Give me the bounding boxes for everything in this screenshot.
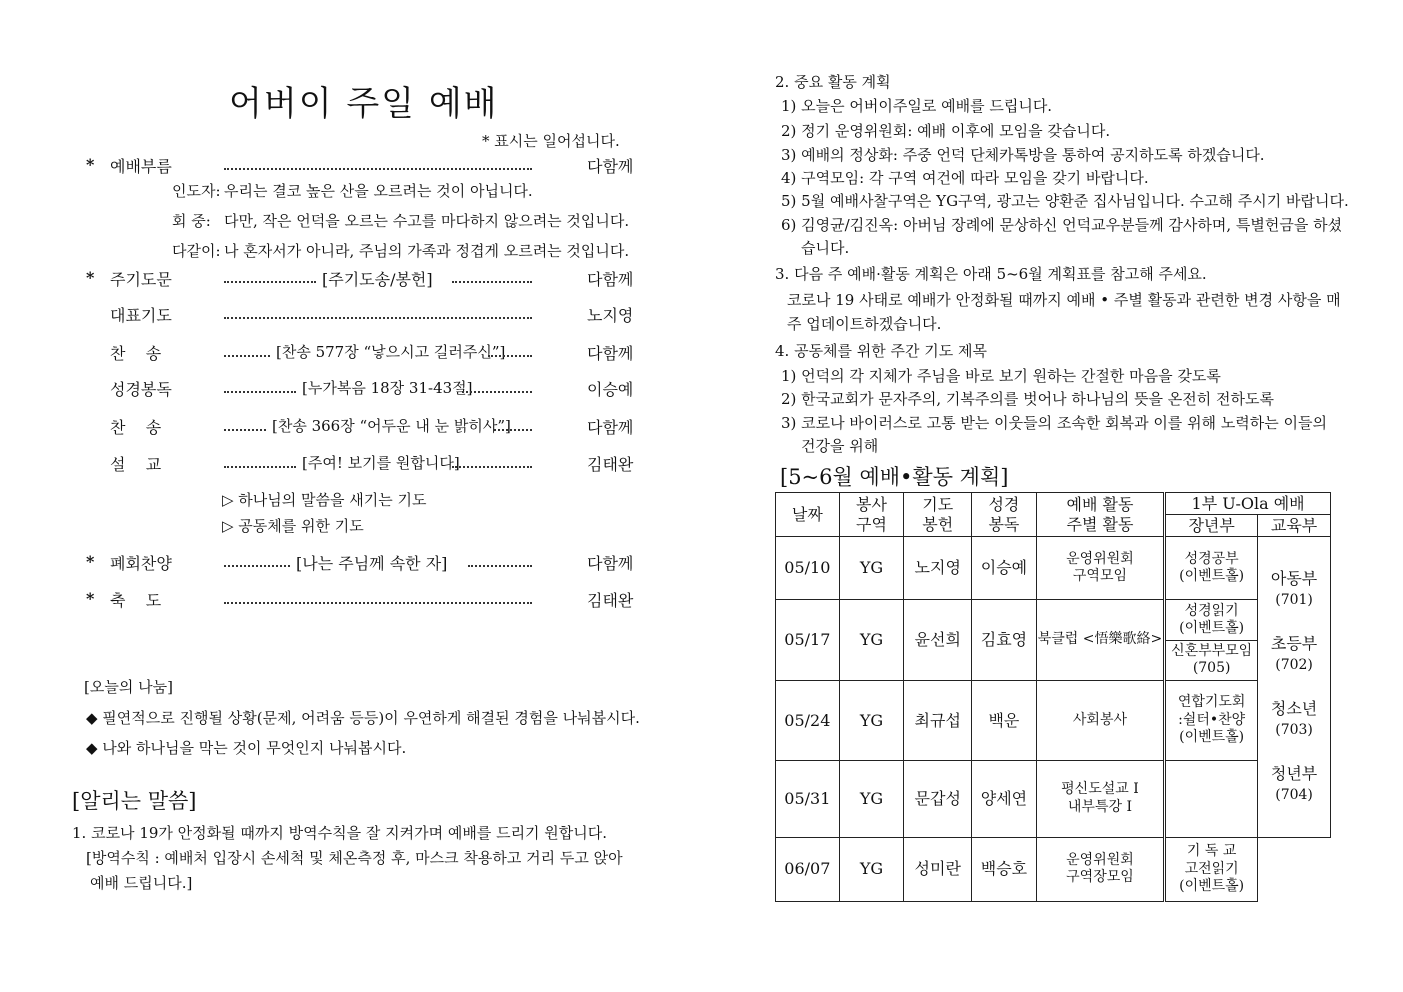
- order-reading-performer: 이승예: [587, 380, 634, 399]
- cell-adult: 기 독 교 고전읽기 (이벤트홀): [1165, 837, 1258, 901]
- order-hymn2-performer: 다함께: [587, 418, 634, 437]
- order-lordprayer-performer: 다함께: [587, 270, 634, 289]
- order-repprayer-label: 대표기도: [110, 306, 172, 325]
- order-hymn2-detail: [찬송 366장 “어두운 내 눈 밝히사”]: [272, 417, 511, 435]
- leader-dots: [462, 391, 532, 393]
- order-sermon-performer: 김태완: [587, 455, 634, 474]
- responsive-text: 나 혼자서가 아니라, 주님의 가족과 정겹게 오르려는 것입니다.: [224, 242, 630, 260]
- header-reading: 성경 봉독: [972, 493, 1037, 537]
- order-lordprayer-detail: [주기도송/봉헌]: [322, 270, 433, 289]
- sec3-line: 주 업데이트하겠습니다.: [787, 315, 942, 333]
- header-ola: 1부 U-Ola 예배: [1165, 493, 1331, 515]
- order-sermon-label: 설 교: [110, 455, 162, 474]
- leader-dots: [224, 355, 270, 357]
- cell-prayer: 노지영: [904, 537, 972, 600]
- leader-dots: [224, 391, 296, 393]
- order-benediction-label: 축 도: [110, 591, 162, 610]
- order-repprayer-performer: 노지영: [587, 306, 634, 325]
- announce-item: 1. 코로나 19가 안정화될 때까지 방역수칙을 잘 지켜가며 예배를 드리기 원합니다.: [72, 824, 608, 842]
- leader-dots: [224, 466, 296, 468]
- sec2-item: 4) 구역모임: 각 구역 여건에 따라 모임을 갖기 바랍니다.: [781, 169, 1149, 187]
- sec2-item: 2) 정기 운영위원회: 예배 이후에 모임을 갖습니다.: [781, 122, 1111, 140]
- sharing-heading: [오늘의 나눔]: [84, 678, 173, 696]
- leader-dots: [224, 317, 532, 319]
- cell-date: 05/24: [776, 680, 840, 760]
- order-closing-label: 폐회찬양: [110, 554, 172, 573]
- order-hymn2-label: 찬 송: [110, 418, 162, 437]
- cell-prayer: 성미란: [904, 837, 972, 901]
- leader-dots: [224, 429, 266, 431]
- order-benediction-performer: 김태완: [587, 591, 634, 610]
- cell-date: 05/31: [776, 761, 840, 837]
- cell-activity: 운영위원회 구역장모임: [1036, 837, 1164, 901]
- page-title: 어버이 주일 예배: [229, 84, 499, 124]
- order-lordprayer-label: 주기도문: [110, 270, 172, 289]
- star-mark: *: [86, 268, 95, 287]
- cell-reading: 양세연: [972, 761, 1037, 837]
- sec2-item: 1) 오늘은 어버이주일로 예배를 드립니다.: [781, 97, 1053, 115]
- sec2-heading: 2. 중요 활동 계획: [775, 73, 891, 91]
- after-sermon-prayer: ▷ 하나님의 말씀을 새기는 기도: [222, 491, 427, 509]
- order-hymn1-label: 찬 송: [110, 344, 162, 363]
- cell-zone: YG: [839, 537, 904, 600]
- cell-zone: YG: [839, 600, 904, 680]
- header-adult: 장년부: [1165, 515, 1258, 537]
- sec4-item: 2) 한국교회가 문자주의, 기복주의를 벗어나 하나님의 뜻을 온전히 전하도록: [781, 390, 1275, 408]
- leader-dots: [224, 281, 316, 283]
- stand-note: * 표시는 일어섭니다.: [482, 132, 620, 150]
- order-closing-detail: [나는 주님께 속한 자]: [296, 554, 448, 573]
- cell-reading: 김효영: [972, 600, 1037, 680]
- cell-prayer: 문갑성: [904, 761, 972, 837]
- cell-reading: 백승호: [972, 837, 1037, 901]
- after-sermon-prayer: ▷ 공동체를 위한 기도: [222, 517, 364, 535]
- cell-adult-2: 신혼부부모임 (705): [1165, 640, 1258, 680]
- cell-zone: YG: [839, 680, 904, 760]
- sec4-heading: 4. 공동체를 위한 주간 기도 제목: [775, 342, 988, 360]
- star-mark: *: [86, 552, 95, 571]
- announce-detail: 예배 드립니다.]: [90, 874, 193, 892]
- responsive-text: 다만, 작은 언덕을 오르는 수고를 마다하지 않으려는 것입니다.: [224, 212, 630, 230]
- cell-adult: 성경공부 (이벤트홀): [1165, 537, 1258, 600]
- sec2-item: 습니다.: [801, 239, 850, 257]
- leader-dots: [224, 565, 290, 567]
- responsive-text: 우리는 결코 높은 산을 오르려는 것이 아닙니다.: [224, 182, 533, 200]
- order-closing-performer: 다함께: [587, 554, 634, 573]
- sharing-item: ◆ 나와 하나님을 막는 것이 무엇인지 나눠봅시다.: [86, 739, 407, 757]
- cell-edu: 아동부 (701) 초등부 (702) 청소년 (703) 청년부 (704): [1258, 537, 1331, 837]
- cell-adult: 연합기도회 :쉴터•찬양 (이벤트홀): [1165, 680, 1258, 760]
- order-reading-label: 성경봉독: [110, 380, 172, 399]
- schedule-table: [775, 492, 1331, 902]
- cell-reading: 백운: [972, 680, 1037, 760]
- responsive-speaker: 인도자:: [172, 182, 221, 200]
- star-mark: *: [86, 589, 95, 608]
- announce-heading: [알리는 말씀]: [72, 789, 197, 813]
- table-row: [776, 761, 1331, 837]
- announce-detail: [방역수칙 : 예배처 입장시 손세척 및 체온측정 후, 마스크 착용하고 거리 두고 앉아: [86, 849, 623, 867]
- cell-activity: 사회봉사: [1036, 680, 1164, 760]
- table-row: [776, 680, 1331, 760]
- cell-date: 05/10: [776, 537, 840, 600]
- leader-dots: [224, 168, 532, 170]
- leader-dots: [452, 281, 532, 283]
- cell-prayer: 최규섭: [904, 680, 972, 760]
- cell-activity: 평신도설교 I 내부특강 I: [1036, 761, 1164, 837]
- header-date: 날짜: [776, 493, 840, 537]
- order-call-label: 예배부름: [110, 157, 172, 176]
- cell-adult: 성경읽기 (이벤트홀): [1165, 600, 1258, 640]
- sec4-item: 건강을 위해: [801, 437, 879, 455]
- order-hymn1-detail: [찬송 577장 “낳으시고 길러주신”]: [276, 343, 506, 361]
- cell-date: 06/07: [776, 837, 840, 901]
- header-edu: 교육부: [1258, 515, 1331, 537]
- sec4-item: 3) 코로나 바이러스로 고통 받는 이웃들의 조속한 회복과 이를 위해 노력하는 이들의: [781, 414, 1328, 432]
- table-row: [776, 837, 1331, 901]
- cell-activity: 북클럽 <悟樂歌絡>: [1036, 600, 1164, 680]
- table-row: [776, 537, 1331, 600]
- header-prayer: 기도 봉헌: [904, 493, 972, 537]
- leader-dots: [494, 429, 532, 431]
- cell-activity: 운영위원회 구역모임: [1036, 537, 1164, 600]
- cell-prayer: 윤선희: [904, 600, 972, 680]
- cell-zone: YG: [839, 761, 904, 837]
- cell-adult: [1165, 761, 1258, 837]
- header-zone: 봉사 구역: [839, 493, 904, 537]
- sec4-item: 1) 언덕의 각 지체가 주님을 바로 보기 원하는 간절한 마음을 갖도록: [781, 367, 1221, 385]
- responsive-speaker: 회 중:: [172, 212, 211, 230]
- header-activity: 예배 활동 주별 활동: [1036, 493, 1164, 537]
- order-hymn1-performer: 다함께: [587, 344, 634, 363]
- cell-zone: YG: [839, 837, 904, 901]
- sec3-line: 코로나 19 사태로 예배가 안정화될 때까지 예배 • 주별 활동과 관련한 변경 사항을 매: [787, 291, 1341, 309]
- order-sermon-detail: [주여! 보기를 원합니다]: [302, 454, 460, 472]
- leader-dots: [488, 355, 532, 357]
- order-call-performer: 다함께: [587, 157, 634, 176]
- sec2-item: 6) 김영균/김진옥: 아버님 장례에 문상하신 언덕교우분들께 감사하며, 특별헌금을 하셨: [781, 216, 1343, 234]
- leader-dots: [452, 466, 532, 468]
- cell-date: 05/17: [776, 600, 840, 680]
- responsive-speaker: 다같이:: [172, 242, 221, 260]
- leader-dots: [468, 565, 532, 567]
- leader-dots: [224, 602, 532, 604]
- order-reading-detail: [누가복음 18장 31-43절]: [302, 379, 473, 397]
- sec2-item: 5) 5월 예배사찰구역은 YG구역, 광고는 양환준 집사님입니다. 수고해 주시기 바랍니다.: [781, 192, 1349, 210]
- schedule-title: [5~6월 예배•활동 계획]: [780, 465, 1009, 489]
- sec3-heading: 3. 다음 주 예배·활동 계획은 아래 5~6월 계획표를 참고해 주세요.: [775, 265, 1207, 283]
- sharing-item: ◆ 필연적으로 진행될 상황(문제, 어려움 등등)이 우연하게 해결된 경험을 나눠봅시다.: [86, 709, 640, 727]
- table-row: [776, 600, 1331, 640]
- cell-reading: 이승예: [972, 537, 1037, 600]
- sec2-item: 3) 예배의 정상화: 주중 언덕 단체카톡방을 통하여 공지하도록 하겠습니다.: [781, 146, 1265, 164]
- star-mark: *: [86, 155, 95, 174]
